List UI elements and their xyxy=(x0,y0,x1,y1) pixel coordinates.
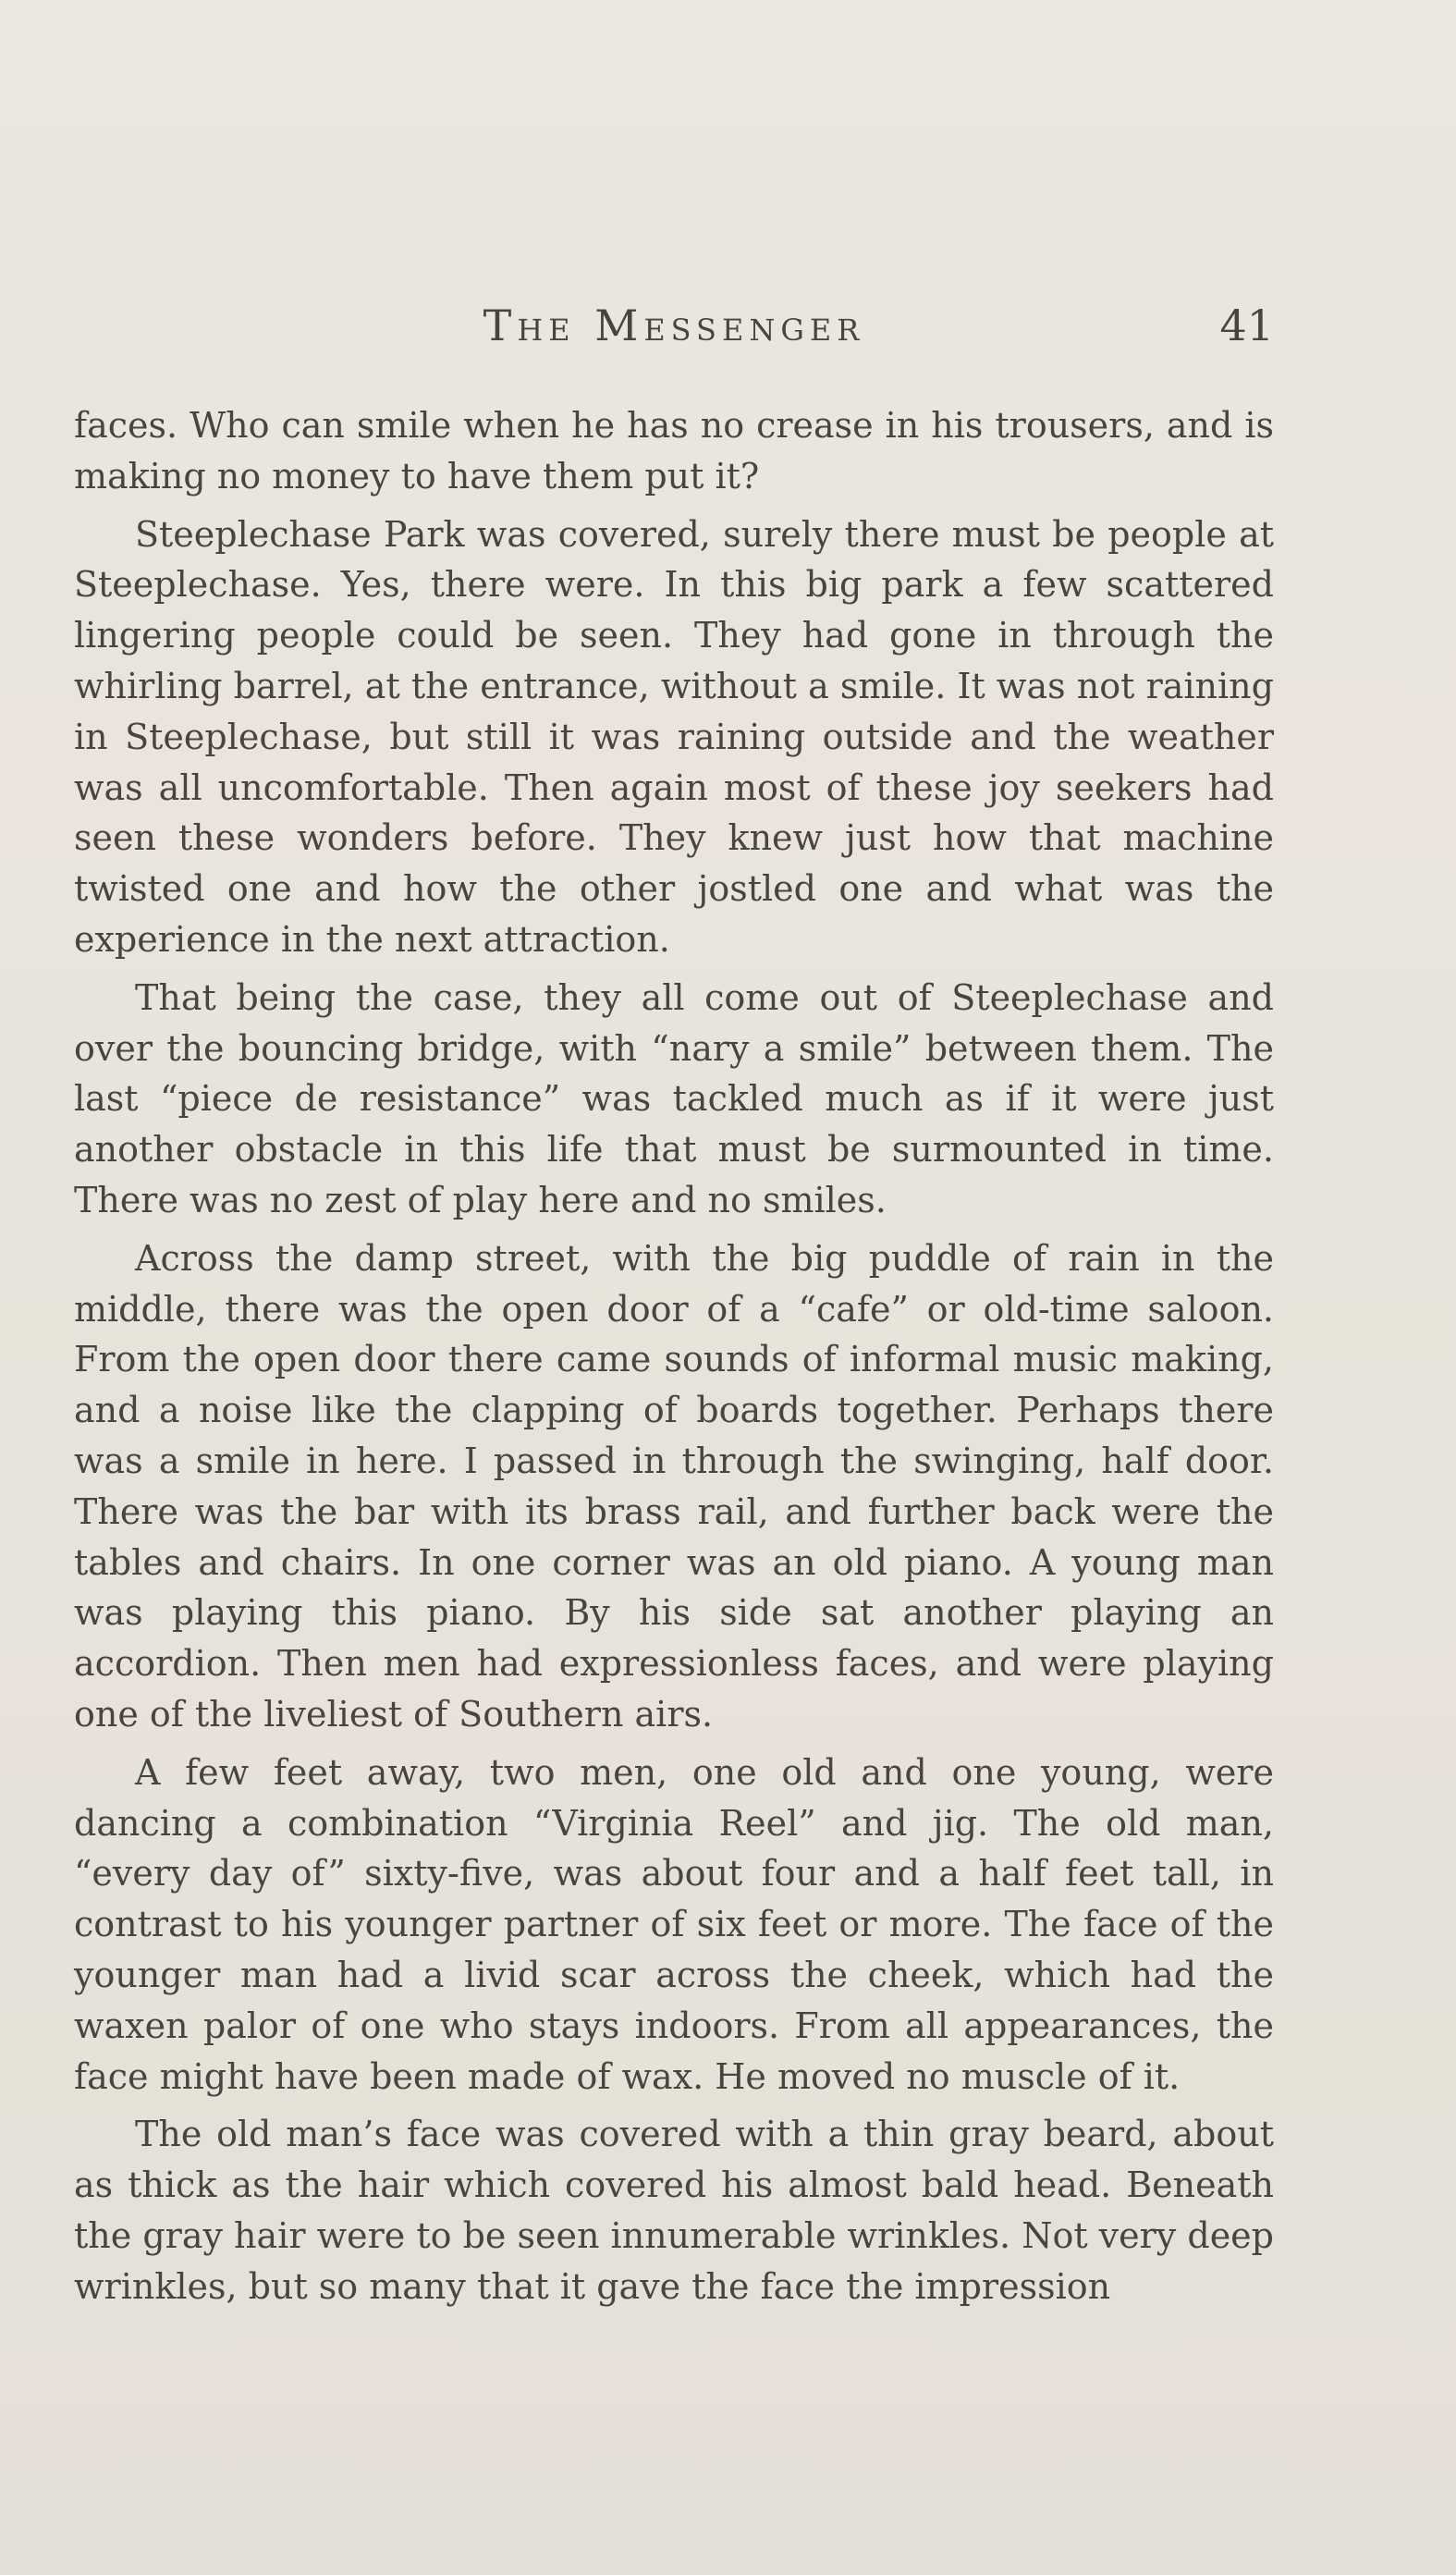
paragraph-old-man: The old man’s face was covered with a thin gray beard, about as thick as the hair which covered his almost bald head. Beneath the gray hair were to be seen innumerable wrinkles. Not very deep wrinkles, but so many that it gave the face the impression xyxy=(74,2114,1274,2307)
paragraph-dancers: A few feet away, two men, one old and one young, were dancing a combination “Virginia Reel” and jig. The old man, “every day of” sixty-five, was about four and a half feet tall, in contrast to his younger partner of six feet or more. The face of the younger man had a livid scar across the cheek, which had the waxen palor of one who stays indoors. From all appearances, the face might have been made of wax. He moved no muscle of it. xyxy=(74,1751,1274,2097)
page-number: 41 xyxy=(1219,300,1274,350)
paragraph-continuation: faces. Who can smile when he has no crease in his trousers, and is making no money to have them put it? xyxy=(74,405,1274,497)
paragraph-cafe: Across the damp street, with the big puddle of rain in the middle, there was the open door of a “cafe” or old-time saloon. From the open door there came sounds of informal music making, and a noise like the clapping of boards together. Perhaps there was a smile in here. I passed in through the swinging, half door. There was the bar with its brass rail, and further back were the tables and chairs. In one corner was an old piano. A young man was playing this piano. By his side sat another playing an accordion. Then men had expressionless faces, and were playing one of the liveliest of Southern airs. xyxy=(74,1237,1274,1735)
running-head xyxy=(74,298,1274,353)
paragraph-bouncing-bridge: That being the case, they all come out of Steeplechase and over the bouncing bridge, with “nary a smile” between them. The last “piece de resistance” was tackled much as if it were just another obstacle in this life that must be surmounted in time. There was no zest of play here and no smiles. xyxy=(74,976,1274,1220)
running-title: The Messenger xyxy=(483,300,865,350)
body-text xyxy=(74,400,1274,2319)
paragraph-steeplechase-park: Steeplechase Park was covered, surely there must be people at Steeplechase. Yes, there were. In this big park a few scattered lingering people could be seen. They had gone in through the whirling barrel, at the entrance, without a smile. It was not raining in Steeplechase, but still it was raining outside and the weather was all uncomfortable. Then again most of these joy seekers had seen these wonders before. They knew just how that machine twisted one and how the other jostled one and what was the experience in the next attraction. xyxy=(74,513,1274,960)
